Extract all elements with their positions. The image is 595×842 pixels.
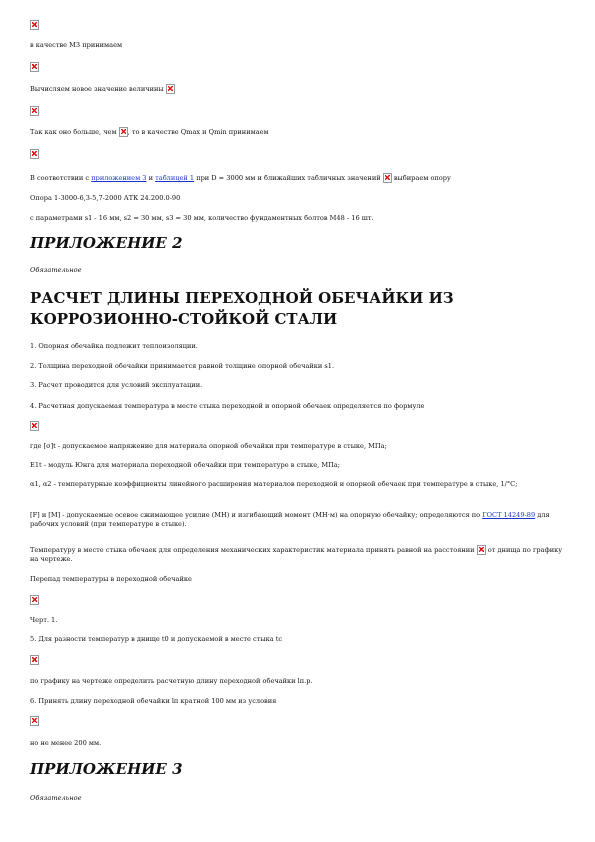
item-3: 3. Расчет проводится для условий эксплуатации. <box>30 381 203 389</box>
paragraph-m3: в качестве M3 принимаем <box>30 41 123 49</box>
item-2: 2. Толщина переходной обечайки принимается равной толщине опорной обечайки s1. <box>30 362 335 370</box>
item-1: 1. Опорная обечайка подлежит теплоизоляции. <box>30 342 198 350</box>
paragraph-qmax: Так как оно больше, чем , то в качестве Qmax и Qmin принимаем <box>30 128 269 136</box>
appendix-3-note: Обязательное <box>30 794 82 802</box>
paragraph-new-value: Вычисляем новое значение величины <box>30 84 570 94</box>
formula-image-icon <box>30 421 39 431</box>
item-5-continued: по графику на чертеже определить расчетную длину переходной обечайки lп.р. <box>30 677 313 685</box>
appendix-3-title: ПРИЛОЖЕНИЕ 3 <box>30 760 183 778</box>
paragraph-temperature-drop: Перепад температуры в переходной обечайке <box>30 575 192 583</box>
chart-image-icon <box>30 595 39 605</box>
formula-image-icon <box>30 62 39 72</box>
link-table-1[interactable]: таблицей 1 <box>155 174 195 182</box>
where-young: E1t - модуль Юнга для материала переходной обечайки при температуре в стыке, МПа; <box>30 461 341 469</box>
item-4: 4. Расчетная допускаемая температура в месте стыка переходной и опорной обечаек определяется по формуле <box>30 402 425 410</box>
link-appendix-3[interactable]: приложением 3 <box>91 174 147 182</box>
formula-image-icon <box>119 127 128 137</box>
paragraph-joint-temperature: Температуру в месте стыка обечаек для определения механических характеристик материала принять равной на расстоянии от днища по графику на чертеже. <box>30 546 563 563</box>
formula-image-icon <box>30 106 39 116</box>
paragraph-select-support: В соответствии с приложением 3 и таблицей 1 при D = 3000 мм и ближайших табличных значений выбираем опору <box>30 174 451 182</box>
where-alpha: α1, α2 - температурные коэффициенты линейного расширения материалов переходной и опорной обечаек при температуре в стыке, 1/°С; <box>30 480 518 488</box>
formula-image-icon <box>383 173 392 183</box>
formula-image-icon <box>166 84 175 94</box>
appendix-2-heading: РАСЧЕТ ДЛИНЫ ПЕРЕХОДНОЙ ОБЕЧАЙКИ ИЗ КОРРОЗИОННО-СТОЙКОЙ СТАЛИ <box>30 289 454 328</box>
formula-image-icon <box>30 716 39 726</box>
paragraph-support-code: Опора 1-3000-6,3-5,7-2000 АТК 24.200.0-90 <box>30 194 181 202</box>
item-5: 5. Для разности температур в днище t0 и допускаемой в месте стыка tc <box>30 635 283 643</box>
formula-image-icon <box>30 655 39 665</box>
where-force-moment: [F] и [M] - допускаемые осевое сжимающее усилие (МН) и изгибающий момент (МН·м) на опорную обечайку; определяются по ГОСТ 14249-89 для рабочих условий (при температуре в стыке). <box>30 511 550 528</box>
where-sigma: где [σ]t - допускаемое напряжение для материала опорной обечайки при температуре в стыке, МПа; <box>30 442 387 450</box>
chart-caption: Черт. 1. <box>30 616 58 624</box>
item-6-continued: но не менее 200 мм. <box>30 739 102 747</box>
link-gost[interactable]: ГОСТ 14249-89 <box>482 511 536 519</box>
item-6: 6. Принять длину переходной обечайки lп кратной 100 мм из условия <box>30 697 277 705</box>
formula-image-icon <box>477 545 486 555</box>
appendix-2-title: ПРИЛОЖЕНИЕ 2 <box>30 234 183 252</box>
appendix-2-note: Обязательное <box>30 266 82 274</box>
formula-image-icon <box>30 20 39 30</box>
paragraph-parameters: с параметрами s1 - 16 мм, s2 = 30 мм, s3 = 30 мм, количество фундаментных болтов M48 - 16 шт. <box>30 214 374 222</box>
formula-image-icon <box>30 149 39 159</box>
